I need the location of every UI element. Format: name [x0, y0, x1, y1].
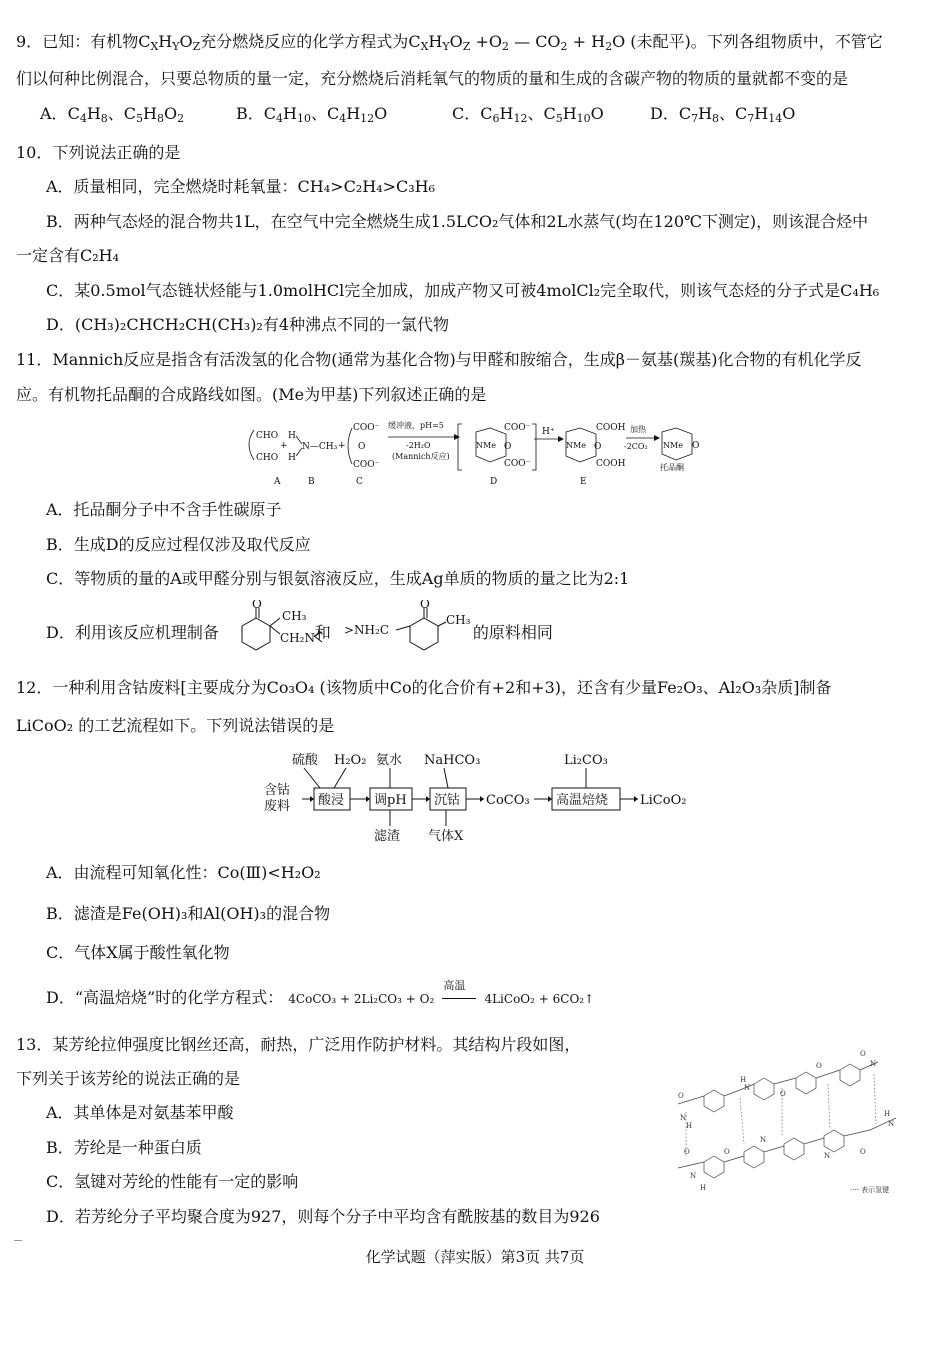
q10-stem: 10．下列说法正确的是 — [16, 143, 181, 162]
e-nme: NMe — [566, 441, 586, 450]
d-coo-bottom: COO⁻ — [504, 459, 531, 469]
q9-option-a[interactable]: A．$C_4H_8$、$C_5H_8O_2$ — [40, 104, 185, 125]
page-footer: 化学试题（萍实版）第3页 共7页 — [365, 1248, 585, 1266]
atom-h-3: H — [884, 1110, 891, 1118]
q10-option-b-cont: 一定含有C₂H₄ — [16, 246, 120, 265]
step-calcine: 高温焙烧 — [556, 793, 609, 808]
d-ketone: O — [504, 442, 512, 452]
q13-aramid-svg — [664, 1044, 914, 1196]
q13-option-a[interactable]: A．其单体是对氨基苯甲酸 — [46, 1103, 234, 1122]
q11-synthesis-svg — [240, 418, 710, 490]
hydrogen-bond-legend: ···· 表示氢键 — [850, 1186, 890, 1194]
atom-n-3: N — [870, 1060, 877, 1068]
product-ketone: O — [692, 441, 700, 451]
q11-option-b[interactable]: B．生成D的反应过程仅涉及取代反应 — [46, 535, 311, 554]
q12-option-b[interactable]: B．滤渣是Fe(OH)₃和Al(OH)₃的混合物 — [46, 904, 331, 923]
atom-o-7: O — [860, 1148, 866, 1156]
label-b: B — [308, 477, 315, 487]
cond3-top: 加热 — [630, 425, 646, 434]
start-label-2: 废料 — [264, 799, 291, 814]
input-sulfuric-acid: 硫酸 — [292, 753, 319, 768]
step-acid-leach: 酸浸 — [318, 793, 345, 808]
q9-option-c[interactable]: C．$C_6H_{12}$、$C_5H_{10}O$ — [452, 104, 604, 125]
q9-line2: 们以何种比例混合，只要总物质的量一定，充分燃烧后消耗氧气的物质的量和生成的含碳产物的物质的量就都不变的是 — [16, 69, 849, 88]
e-cooh-top: COOH — [596, 423, 626, 433]
atom-h-1: H — [686, 1122, 693, 1130]
q11-synthesis-figure — [240, 418, 710, 490]
cond1-bottom: (Mannich反应) — [392, 452, 450, 461]
d-mol2-amine: >NH₂C — [344, 623, 390, 637]
cond2: H⁺ — [542, 427, 555, 437]
q11-d-molecule-1-svg — [234, 600, 334, 658]
output-gas-x: 气体X — [428, 829, 464, 844]
page-corner-mark — [14, 1240, 22, 1241]
input-ammonia: 氨水 — [376, 753, 403, 768]
output-residue: 滤渣 — [374, 829, 401, 844]
q12-option-a[interactable]: A．由流程可知氧化性：Co(Ⅲ)<H₂O₂ — [46, 863, 321, 882]
atom-n-7: N — [690, 1172, 697, 1180]
q10-option-d[interactable]: D．(CH₃)₂CHCH₂CH(CH₃)₂有4种沸点不同的一氯代物 — [46, 315, 450, 334]
q12-d-condition: 高温 — [443, 979, 466, 992]
q11-d-molecule-2 — [344, 600, 474, 658]
label-d: D — [490, 477, 498, 487]
input-nahco3: NaHCO₃ — [424, 753, 481, 768]
start-label-1: 含钴 — [264, 783, 291, 798]
atom-n-4: N — [888, 1120, 895, 1128]
q9-line1: 9．已知：有机物$C_XH_YO_Z$充分燃烧反应的化学方程式为$C_XH_YO_Z +O_2$ — $CO_2 + H_2O$ (未配平)。下列各组物质中，不管它 — [16, 32, 883, 53]
d-mol1-oxygen: O — [252, 600, 262, 611]
label-c: C — [356, 477, 363, 487]
atom-n-5: N — [760, 1136, 767, 1144]
intermediate-coco3: CoCO₃ — [486, 793, 530, 808]
a-cho-top: CHO — [256, 431, 279, 441]
q13-option-d[interactable]: D．若芳纶分子平均聚合度为927，则每个分子中平均含有酰胺基的数目为926 — [46, 1207, 600, 1226]
cond1-top: 缓冲液，pH=5 — [388, 421, 444, 430]
atom-n-2: N — [744, 1084, 751, 1092]
q11-option-c[interactable]: C．等物质的量的A或甲醛分别与银氨溶液反应，生成Ag单质的物质的量之比为2:1 — [46, 569, 630, 588]
q13-option-c[interactable]: C．氢键对芳纶的性能有一定的影响 — [46, 1172, 299, 1191]
d-mol2-methyl: CH₃ — [446, 613, 471, 627]
label-a: A — [274, 477, 281, 487]
q11-d-molecule-2-svg — [344, 600, 474, 658]
q10-option-a[interactable]: A．质量相同，完全燃烧时耗氧量：CH₄>C₂H₄>C₃H₆ — [46, 177, 436, 196]
q11-stem-2: 应。有机物托品酮的合成路线如图。(Me为甲基)下列叙述正确的是 — [16, 385, 487, 404]
c-coo-bottom: COO⁻ — [353, 460, 380, 470]
q9-option-b[interactable]: B．$C_4H_{10}$、$C_4H_{12}O$ — [236, 104, 388, 125]
q13-stem-1: 13．某芳纶拉伸强度比钢丝还高，耐热，广泛用作防护材料。其结构片段如图， — [16, 1035, 581, 1054]
q11-stem-1: 11．Mannich反应是指含有活泼氢的化合物(通常为基化合物)与甲醛和胺缩合，生成β－氨基(羰基)化合物的有机化学反 — [16, 350, 862, 369]
atom-h-2: H — [740, 1076, 747, 1084]
c-coo-top: COO⁻ — [353, 423, 380, 433]
cond1-mid: -2H₂O — [406, 441, 431, 450]
plus-1: + — [280, 441, 288, 451]
b-h-top: H — [288, 431, 296, 441]
q9-equation: $C_XH_YO_Z +O_2$ — $CO_2 + H_2O$ — [408, 32, 631, 53]
atom-o-2: O — [780, 1090, 786, 1098]
q9-options — [40, 102, 920, 126]
d-nme: NMe — [476, 441, 496, 450]
atom-n-1: N — [680, 1114, 687, 1122]
product-licoo2: LiCoO₂ — [640, 793, 687, 808]
q11-option-a[interactable]: A．托品酮分子中不含手性碳原子 — [46, 500, 282, 519]
d-mol1-methyl: CH₃ — [282, 609, 307, 623]
atom-o-1: O — [678, 1092, 684, 1100]
q11-d-molecule-1 — [234, 600, 334, 658]
q9-number: 9． — [16, 32, 43, 51]
step-adjust-ph: 调pH — [374, 793, 407, 808]
atom-h-4: H — [700, 1184, 707, 1192]
atom-n-6: N — [824, 1152, 831, 1160]
atom-o-6: O — [724, 1148, 730, 1156]
q13-option-b[interactable]: B．芳纶是一种蛋白质 — [46, 1138, 202, 1157]
q12-option-d[interactable]: D．“高温焙烧”时的化学方程式： 4CoCO₃ + 2Li₂CO₃ + O₂ 高温 4LiCoO₂ + 6CO₂↑ — [46, 986, 594, 1011]
a-cho-bottom: CHO — [256, 453, 279, 463]
product-nme: NMe — [663, 441, 683, 450]
step-precipitate: 沉钴 — [434, 793, 461, 808]
b-amine: N—CH₃ — [302, 442, 338, 452]
plus-2: + — [338, 441, 346, 451]
q13-stem-2: 下列关于该芳纶的说法正确的是 — [16, 1069, 241, 1088]
product-name: 托品酮 — [660, 463, 684, 472]
q12-flowchart — [258, 742, 698, 852]
cond3-bottom: -2CO₂ — [624, 442, 648, 451]
q12-flowchart-svg — [258, 742, 698, 852]
q12-option-c[interactable]: C．气体X属于酸性氧化物 — [46, 943, 230, 962]
atom-o-5: O — [684, 1148, 690, 1156]
q13-aramid-figure — [664, 1044, 914, 1196]
input-li2co3: Li₂CO₃ — [564, 753, 608, 768]
q11-option-d[interactable]: D．利用该反应机理制备 和 的原料相同 — [46, 623, 553, 642]
atom-o-3: O — [816, 1062, 822, 1070]
label-e: E — [580, 477, 587, 487]
d-coo-top: COO⁻ — [504, 423, 531, 433]
q12-stem-1: 12．一种利用含钴废料[主要成分为Co₃O₄ (该物质中Co的化合价有+2和+3)，还含有少量Fe₂O₃、Al₂O₃杂质]制备 — [16, 678, 832, 697]
q12-stem-2: LiCoO₂ 的工艺流程如下。下列说法错误的是 — [16, 716, 335, 735]
d-mol1-ch2n: CH₂N — [280, 631, 315, 645]
input-h2o2: H₂O₂ — [334, 753, 367, 768]
q9-formula: $C_XH_YO_Z$ — [138, 32, 201, 53]
c-ketone: O — [358, 442, 366, 452]
atom-o-4: O — [860, 1050, 866, 1058]
e-cooh-bottom: COOH — [596, 459, 626, 469]
q10-option-b[interactable]: B．两种气态烃的混合物共1L，在空气中完全燃烧生成1.5LCO₂气体和2L水蒸气(均在120℃下测定)，则该混合烃中 — [46, 212, 869, 231]
e-ketone: O — [594, 442, 602, 452]
b-h-bottom: H — [288, 453, 296, 463]
d-mol2-oxygen: O — [420, 600, 430, 611]
q9-option-d[interactable]: D．$C_7H_8$、$C_7H_{14}O$ — [650, 104, 796, 125]
q10-option-c[interactable]: C．某0.5mol气态链状烃能与1.0molHCl完全加成，加成产物又可被4molCl₂完全取代，则该气态烃的分子式是C₄H₆ — [46, 281, 880, 300]
